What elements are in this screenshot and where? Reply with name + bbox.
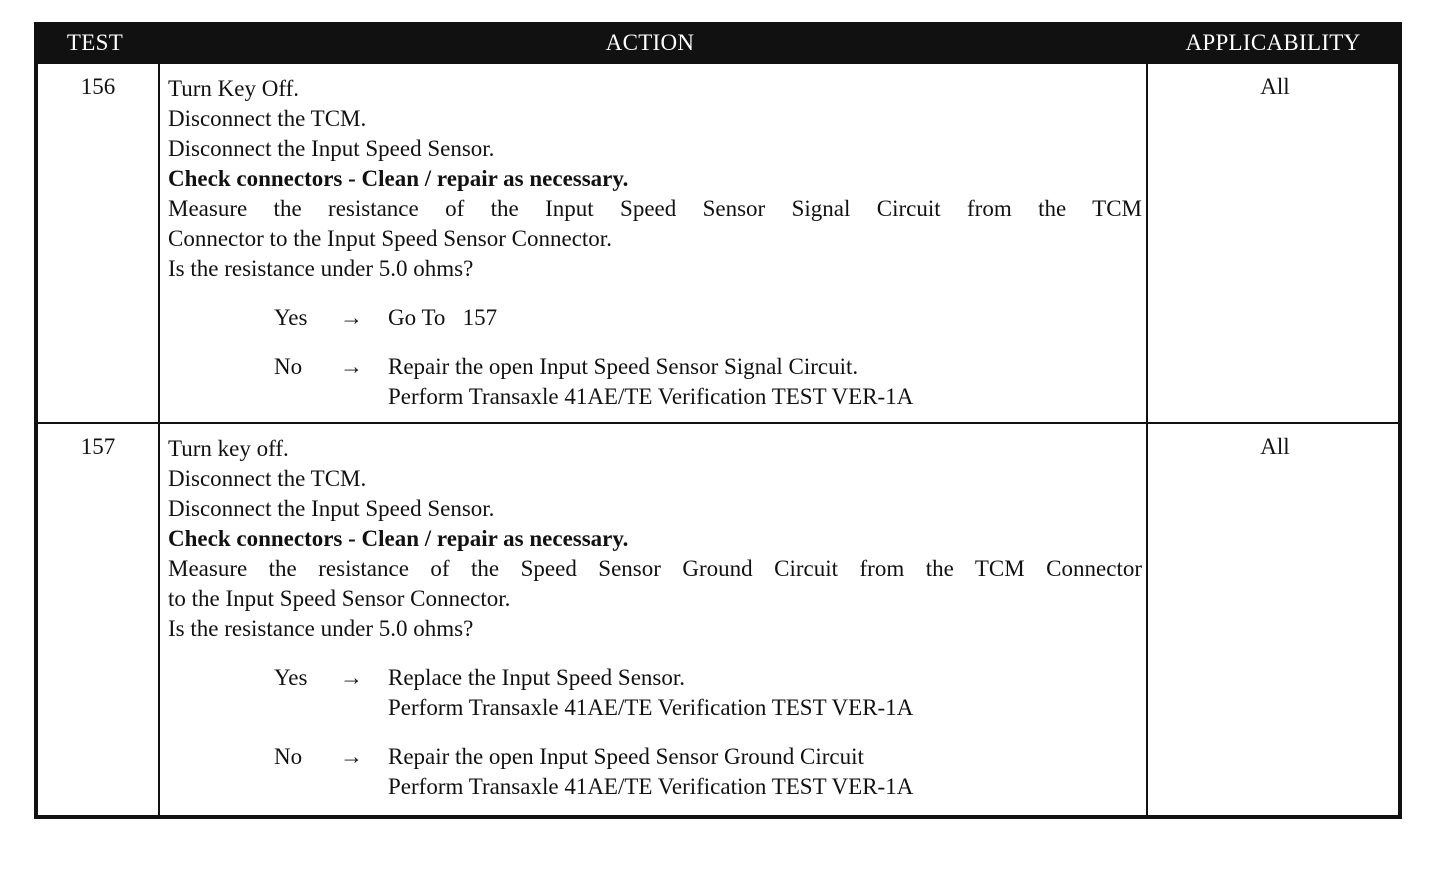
result-line: Replace the Input Speed Sensor. — [388, 665, 686, 690]
no-result — [388, 352, 1142, 412]
action-line: Disconnect the Input Speed Sensor. — [168, 496, 495, 521]
action-line: Disconnect the Input Speed Sensor. — [168, 136, 495, 161]
result-line: Repair the open Input Speed Sensor Signal Circuit. — [388, 354, 859, 379]
action-line-bold: Check connectors - Clean / repair as necessary. — [168, 526, 629, 551]
applicability-value: All — [1260, 434, 1290, 459]
applicability-value: All — [1260, 74, 1290, 99]
right-arrow-icon: → — [340, 744, 363, 769]
no-label: No — [274, 744, 303, 769]
yes-label: Yes — [274, 305, 308, 330]
action-line: Measure the resistance of the Speed Sensor Ground Circuit from the TCM Connector — [168, 556, 1142, 581]
yes-result — [388, 663, 1142, 723]
action-cell — [168, 434, 1142, 802]
no-response — [168, 352, 1142, 412]
yes-response — [168, 303, 1142, 333]
yes-label: Yes — [274, 665, 308, 690]
result-line: Perform Transaxle 41AE/TE Verification TEST VER-1A — [388, 774, 914, 799]
action-line: Turn Key Off. — [168, 76, 299, 101]
no-response — [168, 742, 1142, 802]
table-header — [34, 22, 1402, 64]
action-line: Disconnect the TCM. — [168, 466, 367, 491]
action-line: Is the resistance under 5.0 ohms? — [168, 616, 474, 641]
test-number: 156 — [80, 74, 116, 99]
header-applicability: APPLICABILITY — [1185, 30, 1361, 55]
right-arrow-icon: → — [340, 305, 363, 330]
action-line: Turn key off. — [168, 436, 289, 461]
action-line-bold: Check connectors - Clean / repair as necessary. — [168, 166, 629, 191]
result-line: Repair the open Input Speed Sensor Ground Circuit — [388, 744, 864, 769]
yes-result — [388, 303, 1142, 333]
action-line: to the Input Speed Sensor Connector. — [168, 586, 511, 611]
no-result — [388, 742, 1142, 802]
header-test: TEST — [66, 30, 124, 55]
right-arrow-icon: → — [340, 354, 363, 379]
test-number: 157 — [80, 434, 116, 459]
yes-response — [168, 663, 1142, 723]
result-line: Go To 157 — [388, 305, 498, 330]
header-action: ACTION — [605, 30, 695, 55]
result-line: Perform Transaxle 41AE/TE Verification TEST VER-1A — [388, 695, 914, 720]
action-line: Measure the resistance of the Input Speed Sensor Signal Circuit from the TCM — [168, 196, 1142, 221]
table-row — [38, 424, 1398, 815]
table-row — [38, 64, 1398, 422]
diagnostic-table — [34, 22, 1402, 819]
no-label: No — [274, 354, 303, 379]
result-line: Perform Transaxle 41AE/TE Verification TEST VER-1A — [388, 384, 914, 409]
action-line: Disconnect the TCM. — [168, 106, 367, 131]
action-cell — [168, 74, 1142, 412]
right-arrow-icon: → — [340, 665, 363, 690]
action-line: Is the resistance under 5.0 ohms? — [168, 256, 474, 281]
action-line: Connector to the Input Speed Sensor Connector. — [168, 226, 612, 251]
